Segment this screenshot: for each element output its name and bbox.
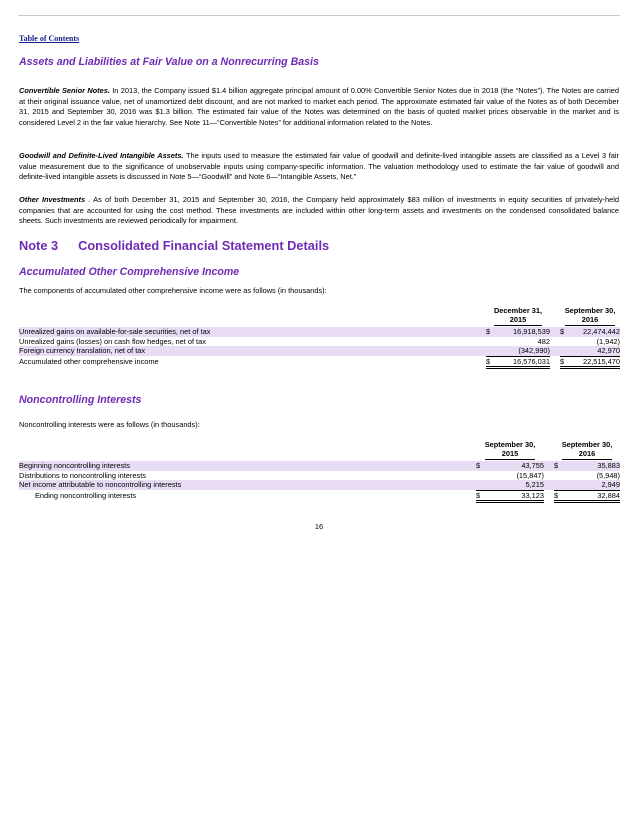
table-row: Net income attributable to noncontrolling interests 5,215 2,949: [19, 480, 620, 490]
aoci-heading: Accumulated Other Comprehensive Income: [19, 266, 240, 278]
other-investments-lead: Other Investments: [19, 195, 86, 204]
goodwill-lead: Goodwill and Definite-Lived Intangible Assets.: [19, 151, 184, 160]
table-row: Beginning noncontrolling interests $ 43,755 $ 35,883: [19, 461, 620, 470]
convertible-notes-paragraph: [19, 86, 619, 128]
table-row: Distributions to noncontrolling interests (15,847) (5,948): [19, 470, 620, 480]
table-row: Unrealized gains (losses) on cash flow hedges, net of tax 482 (1,942): [19, 336, 620, 346]
note-title: Consolidated Financial Statement Details: [78, 238, 330, 253]
aoci-intro: The components of accumulated other comprehensive income were as follows (in thousands):: [19, 286, 327, 295]
goodwill-paragraph: [19, 151, 619, 183]
nci-intro: Noncontrolling interests were as follows (in thousands):: [19, 420, 200, 429]
note-3-heading: [19, 238, 329, 253]
page-number: 16: [314, 522, 324, 531]
other-investments-text: . As of both December 31, 2015 and September 30, 2016, the Company held approximately $83 million of investments in equity securities of privately-held companies that are accounted for using the cost method. These investments are included within other long-term assets and investments on the condensed consolidated balance sheets. Such investments are reviewed periodically for impairment.: [19, 195, 619, 225]
aoci-header-row: [19, 306, 620, 327]
aoci-col-header-2: September 30, 2016: [564, 306, 616, 324]
note-number: Note 3: [19, 238, 59, 253]
aoci-table: [19, 306, 620, 369]
goodwill-text: The inputs used to measure the estimated fair value of goodwill and definite-lived intangible assets are classified as a Level 3 fair value measurement due to the significance of unobservable inputs using company-specific information. The valuation methodology used to estimate the fair value of goodwill and definite-lived intangible assets is discussed in Note 5—“Goodwill” and Note 6—“Intangible Assets, Net.”: [19, 151, 619, 181]
fair-value-heading: Assets and Liabilities at Fair Value on a Nonrecurring Basis: [19, 56, 319, 68]
aoci-col-header-1: December 31, 2015: [493, 306, 543, 324]
nci-heading: Noncontrolling Interests: [19, 394, 142, 406]
table-row-total: Accumulated other comprehensive income $ 16,576,031 $ 22,515,470: [19, 356, 620, 367]
top-rule: [18, 15, 620, 16]
nci-col-header-2: September 30, 2016: [561, 440, 613, 458]
table-row-total: Ending noncontrolling interests $ 33,123 $ 32,884: [35, 490, 620, 501]
convertible-notes-text: In 2013, the Company issued $1.4 billion aggregate principal amount of 0.00% Convertible Senior Notes due in 2018 (the “Notes”). The Notes are carried at their original issuance value, net of unamortized debt discount, and are not marked to market each period. The approximate estimated fair value of the Notes as of both December 31, 2015 and September 30, 2016 was $1.3 billion. The estimated fair value of the Notes was determined on the basis of quoted market prices observable in the market and is considered Level 2 in the fair value hierarchy. See Note 11—“Convertible Notes” for additional information related to the Notes.: [19, 86, 619, 127]
nci-header-row: [19, 440, 620, 461]
table-row: Unrealized gains on available-for-sale securities, net of tax $ 16,918,539 $ 22,474,442: [19, 327, 620, 336]
convertible-notes-lead: Convertible Senior Notes.: [19, 86, 110, 95]
other-investments-paragraph: [19, 195, 619, 227]
nci-col-header-1: September 30, 2015: [484, 440, 536, 458]
table-of-contents-link[interactable]: Table of Contents: [19, 34, 80, 43]
nci-table: [19, 440, 620, 503]
table-row: Foreign currency translation, net of tax (342,990) 42,970: [19, 346, 620, 356]
